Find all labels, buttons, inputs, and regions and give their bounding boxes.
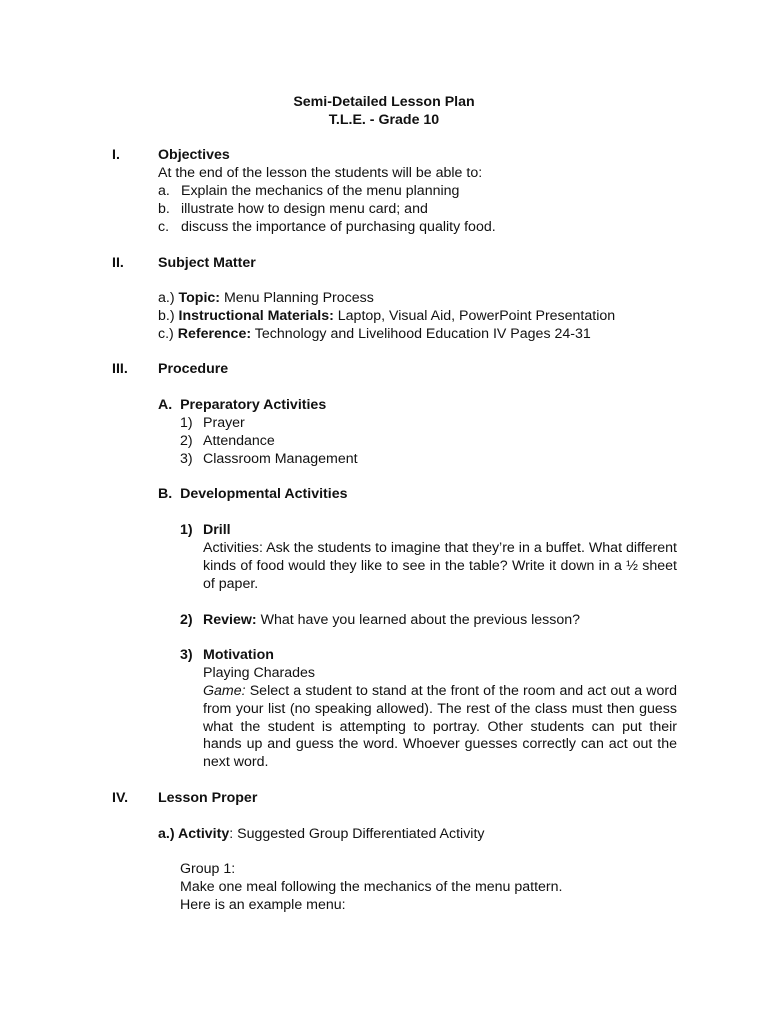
- motivation-number: 3): [180, 647, 193, 663]
- objective-text: discuss the importance of purchasing quality food.: [181, 219, 496, 235]
- game-text: Select a student to stand at the front of the room and act out a word from your list (no speaking allowed). The rest of the class must then guess what the student is attempting to portray. Other students can put their hands up and guess the word. Whoever guesses correctly can act out the next word.: [203, 683, 677, 771]
- review-text: What have you learned about the previous lesson?: [260, 612, 581, 628]
- preparatory-number: 3): [180, 451, 193, 467]
- objective-text: Explain the mechanics of the menu planning: [181, 183, 460, 199]
- section-title-lesson-proper: Lesson Proper: [158, 790, 258, 806]
- drill-text: Activities: Ask the students to imagine that they’re in a buffet. What different kinds of food would they like to see in the table? Write it down in a ½ sheet of paper.: [203, 540, 677, 592]
- subject-label: Reference:: [177, 326, 252, 342]
- preparatory-text: Prayer: [203, 415, 245, 431]
- game-label: Game:: [203, 683, 246, 699]
- subject-prefix: a.): [158, 290, 175, 306]
- subject-item-materials: [158, 308, 615, 326]
- preparatory-item: [180, 433, 275, 451]
- preparatory-heading: A. Preparatory Activities: [158, 397, 327, 413]
- section-number-subject-matter: II.: [112, 255, 124, 271]
- objective-item: [158, 201, 428, 219]
- preparatory-number: 2): [180, 433, 193, 449]
- preparatory-text: Attendance: [203, 433, 275, 449]
- section-title-subject-matter: Subject Matter: [158, 255, 256, 271]
- developmental-heading: B. Developmental Activities: [158, 486, 348, 502]
- subject-label: Instructional Materials:: [178, 308, 334, 324]
- objective-item: [158, 219, 496, 237]
- review-number: 2): [180, 612, 193, 628]
- subject-item-reference: [158, 326, 591, 344]
- drill-number: 1): [180, 522, 193, 538]
- document-subtitle: T.L.E. - Grade 10: [328, 112, 440, 128]
- preparatory-item: [180, 415, 245, 433]
- section-number-objectives: I.: [112, 147, 120, 163]
- group-line: Here is an example menu:: [180, 897, 346, 913]
- activity-line: [158, 826, 485, 844]
- section-title-objectives: Objectives: [158, 147, 230, 163]
- section-number-lesson-proper: IV.: [112, 790, 129, 806]
- drill-title: Drill: [203, 522, 231, 538]
- section-title-procedure: Procedure: [158, 361, 229, 377]
- preparatory-number: 1): [180, 415, 193, 431]
- activity-text: : Suggested Group Differentiated Activity: [229, 826, 485, 842]
- motivation-heading: [180, 647, 274, 665]
- objective-letter: b.: [158, 201, 170, 217]
- motivation-subtitle: Playing Charades: [203, 665, 315, 681]
- activity-label: a.) Activity: [158, 826, 230, 842]
- preparatory-text: Classroom Management: [203, 451, 358, 467]
- group-line: Make one meal following the mechanics of the menu pattern.: [180, 879, 563, 895]
- subject-value: Menu Planning Process: [223, 290, 374, 306]
- objectives-intro: At the end of the lesson the students will be able to:: [158, 165, 483, 181]
- document-title: Semi-Detailed Lesson Plan: [293, 94, 475, 110]
- group-line: Group 1:: [180, 861, 236, 877]
- subject-item-topic: [158, 290, 374, 308]
- preparatory-item: [180, 451, 358, 469]
- objective-text: illustrate how to design menu card; and: [181, 201, 428, 217]
- subject-value: Technology and Livelihood Education IV Pages 24-31: [254, 326, 591, 342]
- subject-prefix: c.): [158, 326, 174, 342]
- subject-value: Laptop, Visual Aid, PowerPoint Presentation: [337, 308, 616, 324]
- motivation-title: Motivation: [203, 647, 274, 663]
- drill-heading: [180, 522, 231, 540]
- section-number-procedure: III.: [112, 361, 128, 377]
- objective-letter: a.: [158, 183, 170, 199]
- review-line: [180, 612, 580, 630]
- objective-letter: c.: [158, 219, 170, 235]
- motivation-game-paragraph: [203, 683, 677, 772]
- subject-label: Topic:: [178, 290, 221, 306]
- review-title: Review:: [203, 612, 257, 628]
- subject-prefix: b.): [158, 308, 175, 324]
- objective-item: [158, 183, 459, 201]
